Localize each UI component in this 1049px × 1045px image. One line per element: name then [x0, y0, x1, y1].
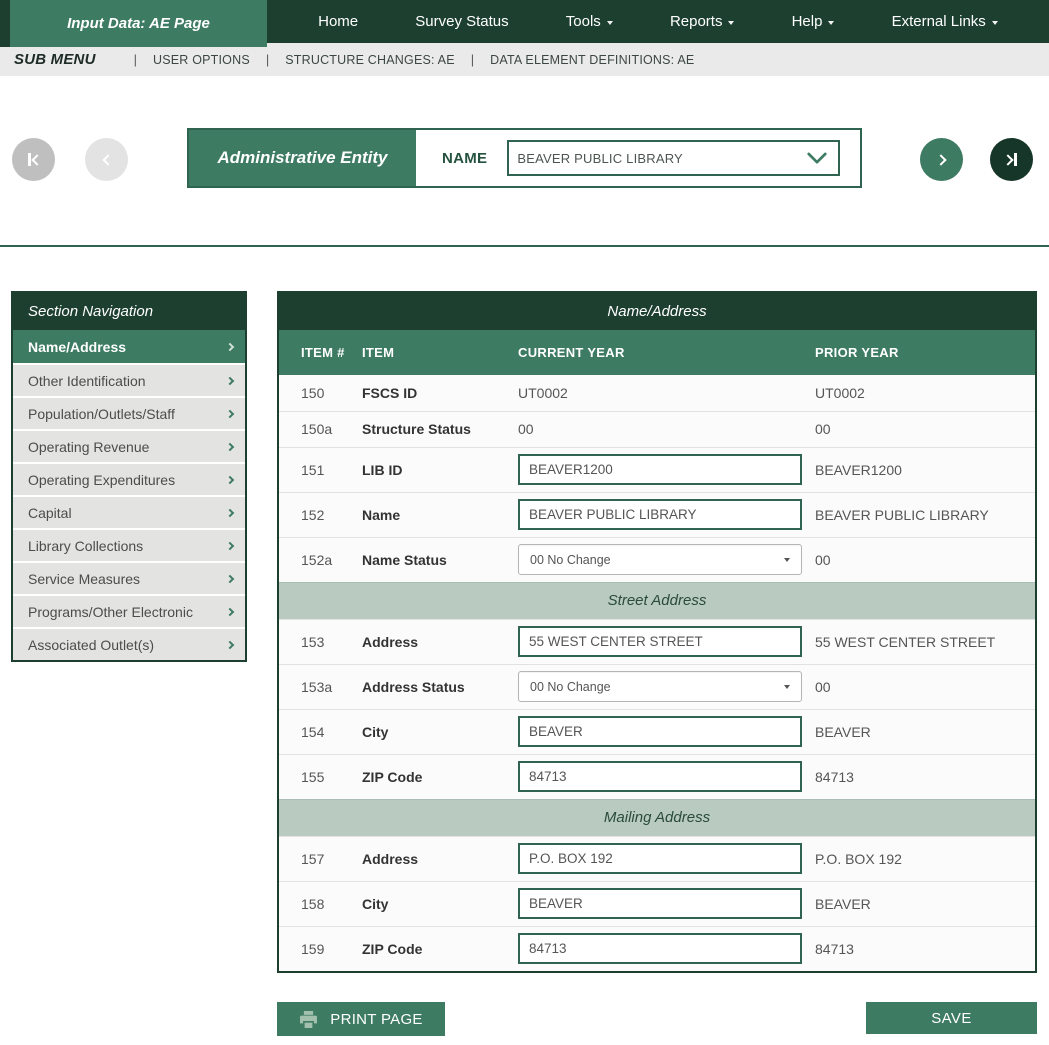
prior-year-value: 84713 — [815, 926, 1035, 971]
table-row-151 — [279, 447, 1035, 492]
last-record-button[interactable] — [990, 138, 1033, 181]
chevron-left-icon — [102, 154, 113, 165]
submenu-separator: | — [265, 51, 270, 67]
prior-year-value: UT0002 — [815, 384, 865, 401]
nav-item-label: Tools — [565, 13, 601, 30]
current-year-cell — [518, 926, 815, 971]
item-label: Address — [362, 836, 518, 881]
table-row-152a — [279, 537, 1035, 582]
item-label: ZIP Code — [362, 754, 518, 799]
sidebar-item-label: Associated Outlet(s) — [28, 636, 155, 653]
nav-item-help[interactable] — [786, 9, 841, 34]
item-label: ZIP Code — [362, 926, 518, 971]
print-page-label: PRINT PAGE — [330, 1010, 423, 1028]
table-row-150 — [279, 375, 1035, 411]
item-number: 153a — [279, 664, 362, 709]
chevron-right-icon — [226, 409, 234, 417]
sidebar-item-library-collections[interactable] — [13, 528, 245, 561]
table-row-154 — [279, 709, 1035, 754]
item-label: FSCS ID — [362, 384, 418, 401]
col-prior-year: PRIOR YEAR — [815, 330, 1035, 375]
item-number: 159 — [279, 926, 362, 971]
item-label: Address — [362, 619, 518, 664]
submenu-link-data-element-definitions-ae[interactable]: DATA ELEMENT DEFINITIONS: AE — [490, 52, 695, 67]
chevron-right-icon — [226, 640, 234, 648]
address-input[interactable] — [518, 843, 802, 874]
sidebar-item-associated-outlet-s[interactable] — [13, 627, 245, 660]
current-year-cell — [518, 664, 815, 709]
sidebar-item-operating-revenue[interactable] — [13, 429, 245, 462]
prior-year-value: BEAVER1200 — [815, 447, 1035, 492]
section-header-street-address: Street Address — [279, 582, 1035, 619]
table-row-153a — [279, 664, 1035, 709]
save-button[interactable]: SAVE — [866, 1002, 1037, 1034]
main-content — [0, 247, 1049, 973]
chevron-right-icon — [226, 342, 234, 350]
item-number: 154 — [279, 709, 362, 754]
record-navigation — [0, 76, 1049, 247]
item-number: 152a — [279, 537, 362, 582]
caret-down-icon — [784, 685, 790, 689]
table-row-159 — [279, 926, 1035, 971]
sidebar-item-operating-expenditures[interactable] — [13, 462, 245, 495]
caret-down-icon — [784, 558, 790, 562]
caret-down-icon — [728, 21, 734, 25]
table-header-row — [279, 330, 1035, 375]
entity-selector-box — [187, 128, 862, 188]
sidebar-item-other-identification[interactable] — [13, 363, 245, 396]
submenu-separator: | — [133, 51, 137, 67]
item-label: City — [362, 881, 518, 926]
nav-left-strip — [0, 0, 10, 47]
previous-record-button[interactable] — [85, 138, 128, 181]
current-year-cell — [518, 619, 815, 664]
col-item: ITEM — [362, 330, 518, 375]
item-label: Address Status — [362, 664, 518, 709]
item-number: 150a — [279, 411, 362, 447]
current-year-cell — [518, 447, 815, 492]
submenu-link-user-options[interactable]: USER OPTIONS — [153, 52, 250, 67]
top-nav — [0, 0, 1049, 43]
sidebar-item-capital[interactable] — [13, 495, 245, 528]
item-label: Name — [362, 492, 518, 537]
section-header-row — [279, 799, 1035, 836]
item-label: Structure Status — [362, 411, 518, 447]
section-header-row — [279, 582, 1035, 619]
entity-type-label: Administrative Entity — [189, 130, 416, 186]
sidebar-item-label: Operating Revenue — [28, 438, 150, 455]
chevron-right-icon — [226, 475, 234, 483]
item-number: 151 — [279, 447, 362, 492]
caret-down-icon — [992, 21, 998, 25]
data-table — [279, 330, 1035, 971]
item-number: 158 — [279, 881, 362, 926]
prior-year-value: P.O. BOX 192 — [815, 836, 1035, 881]
nav-item-label: Help — [791, 13, 823, 30]
table-row-158 — [279, 881, 1035, 926]
section-navigation — [11, 291, 247, 662]
city-input[interactable] — [518, 888, 802, 919]
main-menu — [267, 0, 1049, 43]
nav-item-external-links[interactable] — [886, 9, 1004, 34]
entity-name-value: BEAVER PUBLIC LIBRARY — [517, 150, 683, 166]
nav-item-label: External Links — [891, 13, 986, 30]
nav-item-home[interactable] — [312, 9, 364, 34]
zip-code-input[interactable] — [518, 933, 802, 964]
chevron-right-icon — [226, 508, 234, 516]
current-year-cell — [518, 537, 815, 582]
chevron-right-icon — [226, 541, 234, 549]
entity-name-select[interactable] — [507, 140, 840, 176]
tab-input-data-ae-page[interactable]: Input Data: AE Page — [10, 0, 267, 47]
prior-year-value: 84713 — [815, 754, 1035, 799]
table-row-150a — [279, 411, 1035, 447]
print-page-button[interactable] — [277, 1002, 445, 1036]
item-label: City — [362, 709, 518, 754]
prior-year-value: 00 — [815, 664, 1035, 709]
caret-down-icon — [607, 21, 613, 25]
chevron-right-icon — [226, 442, 234, 450]
submenu-title: SUB MENU — [14, 51, 96, 68]
sidebar-item-name-address[interactable] — [13, 330, 245, 363]
chevron-down-icon — [806, 152, 828, 165]
sidebar-item-label: Other Identification — [28, 372, 146, 389]
sidebar-item-label: Name/Address — [28, 338, 127, 355]
nav-item-reports[interactable] — [664, 9, 741, 34]
sub-menu-bar — [0, 43, 1049, 76]
item-label: LIB ID — [362, 447, 518, 492]
item-number: 155 — [279, 754, 362, 799]
sidebar-title: Section Navigation — [13, 293, 245, 330]
next-record-button[interactable] — [920, 138, 963, 181]
sidebar-item-label: Library Collections — [28, 537, 144, 554]
prior-year-value: BEAVER — [815, 881, 1035, 926]
current-year-cell — [518, 836, 815, 881]
nav-item-survey-status[interactable] — [409, 9, 514, 34]
printer-icon — [299, 1011, 318, 1028]
sidebar-item-label: Programs/Other Electronic — [28, 603, 193, 620]
address-input[interactable] — [518, 626, 802, 657]
footer-actions — [277, 1002, 1037, 1036]
submenu-links — [118, 51, 695, 69]
sidebar-item-population-outlets-staff[interactable] — [13, 396, 245, 429]
table-title: Name/Address — [279, 293, 1035, 330]
section-header-mailing-address: Mailing Address — [279, 799, 1035, 836]
table-row-152 — [279, 492, 1035, 537]
prior-year-value: 00 — [815, 411, 1035, 447]
city-input[interactable] — [518, 716, 802, 747]
sidebar-item-service-measures[interactable] — [13, 561, 245, 594]
nav-item-label: Survey Status — [415, 13, 509, 30]
caret-down-icon — [828, 21, 834, 25]
current-year-cell — [518, 709, 815, 754]
chevron-right-icon — [226, 607, 234, 615]
selected-option: 00 No Change — [530, 679, 611, 694]
name-address-panel — [277, 291, 1037, 973]
item-number: 152 — [279, 492, 362, 537]
current-year-cell — [518, 754, 815, 799]
selected-option: 00 No Change — [530, 552, 611, 567]
nav-item-label: Reports — [669, 13, 723, 30]
nav-item-tools[interactable] — [560, 9, 619, 34]
item-label: Name Status — [362, 537, 518, 582]
submenu-separator: | — [470, 51, 475, 67]
current-year-cell: 00 — [518, 411, 815, 447]
name-input[interactable] — [518, 499, 802, 530]
col-item-num: ITEM # — [279, 330, 362, 375]
prior-year-value: 00 — [815, 537, 1035, 582]
chevron-right-icon — [226, 574, 234, 582]
current-year-cell — [518, 881, 815, 926]
sidebar-item-label: Service Measures — [28, 570, 141, 587]
name-label: NAME — [442, 149, 488, 167]
current-year-cell: UT0002 — [518, 384, 568, 401]
sidebar-item-label: Operating Expenditures — [28, 471, 176, 488]
col-current-year: CURRENT YEAR — [518, 330, 815, 375]
submenu-link-structure-changes-ae[interactable]: STRUCTURE CHANGES: AE — [285, 52, 455, 67]
address-status-select[interactable] — [518, 671, 802, 702]
prior-year-value: BEAVER PUBLIC LIBRARY — [815, 492, 1035, 537]
nav-item-label: Home — [318, 13, 359, 30]
first-record-button[interactable] — [12, 138, 55, 181]
current-year-cell — [518, 492, 815, 537]
prior-year-value: BEAVER — [815, 709, 1035, 754]
item-number: 157 — [279, 836, 362, 881]
table-row-155 — [279, 754, 1035, 799]
table-row-153 — [279, 619, 1035, 664]
sidebar-item-label: Population/Outlets/Staff — [28, 405, 175, 422]
item-number: 153 — [279, 619, 362, 664]
name-status-select[interactable] — [518, 544, 802, 575]
zip-code-input[interactable] — [518, 761, 802, 792]
chevron-right-icon — [935, 154, 946, 165]
chevron-right-icon — [226, 376, 234, 384]
prior-year-value: 55 WEST CENTER STREET — [815, 619, 1035, 664]
item-number: 150 — [301, 384, 325, 401]
sidebar-item-programs-other-electronic[interactable] — [13, 594, 245, 627]
table-row-157 — [279, 836, 1035, 881]
last-page-icon — [1003, 154, 1014, 165]
sidebar-item-label: Capital — [28, 504, 72, 521]
lib-id-input[interactable] — [518, 454, 802, 485]
